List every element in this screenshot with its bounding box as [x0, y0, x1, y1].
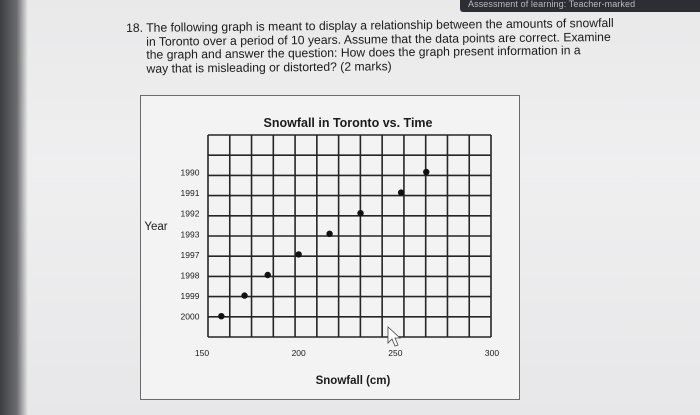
x-tick-label: 200 — [291, 348, 306, 358]
y-tick-label: 1993 — [180, 229, 200, 240]
data-point-1998 — [265, 272, 271, 278]
data-point-1997 — [295, 251, 301, 257]
chart-grid — [208, 135, 491, 337]
data-point-1999 — [241, 292, 247, 298]
question-line-1: 18. The following graph is meant to display a relationship between the amounts of snowfall — [125, 15, 614, 35]
x-axis-label: Snowfall (cm) — [315, 375, 391, 387]
data-point-2000 — [218, 313, 224, 319]
question-number: 18. — [125, 20, 144, 35]
question-line-2: in Toronto over a period of 10 years. Assume that the data points are correct. Examine — [146, 29, 611, 49]
assessment-banner-text: Assessment of learning: Teacher-marked — [468, 0, 636, 9]
question-line-4: way that is misleading or distorted? (2 marks) — [146, 59, 392, 76]
x-tick-label: 300 — [484, 348, 500, 358]
data-point-1992 — [357, 210, 363, 216]
y-tick-label: 1990 — [180, 167, 200, 178]
y-tick-label: 2000 — [180, 311, 200, 322]
x-tick-label: 250 — [388, 348, 403, 358]
data-point-1991 — [398, 189, 404, 195]
y-tick-label: 1997 — [180, 249, 200, 260]
y-axis-label: Year — [144, 221, 168, 233]
x-tick-label: 150 — [194, 348, 210, 358]
mouse-cursor-icon — [388, 327, 400, 346]
y-tick-label: 1998 — [180, 270, 200, 281]
chart-title: Snowfall in Toronto vs. Time — [263, 116, 433, 130]
data-point-1990 — [423, 169, 429, 175]
y-tick-label: 1999 — [180, 291, 200, 302]
y-tick-label: 1991 — [180, 188, 200, 199]
y-tick-label: 1992 — [180, 208, 200, 219]
data-point-1993 — [326, 231, 332, 237]
question-line-3: the graph and answer the question: How does the graph present information in a — [146, 43, 581, 62]
